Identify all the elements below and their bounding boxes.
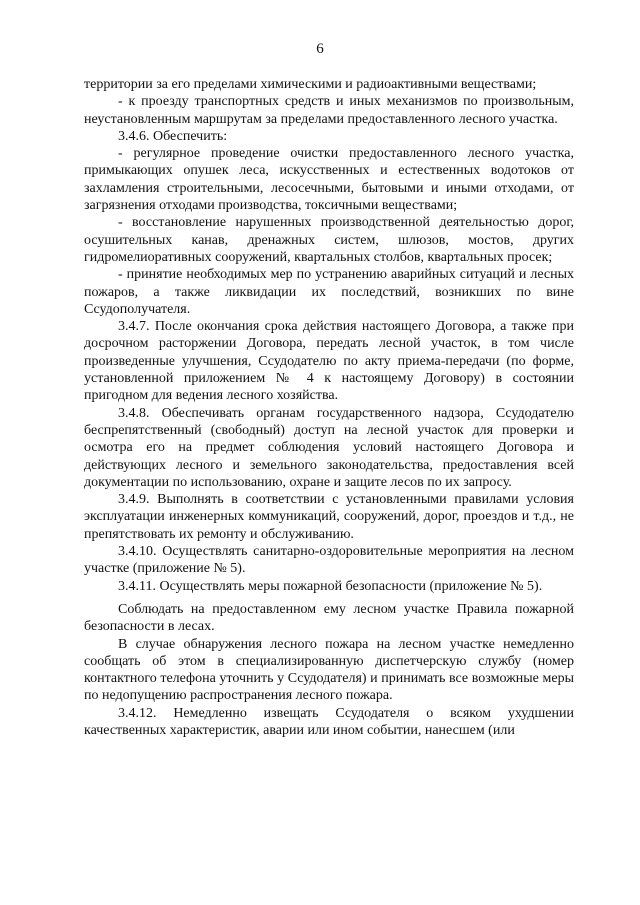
paragraph: 3.4.9. Выполнять в соответствии с установленными правилами условия эксплуатации инженерных коммуникаций, сооружений, дорог, проездов и т.д., не препятствовать их ремонту и обслуживанию.	[84, 492, 574, 542]
paragraph: - регулярное проведение очистки предоставленного лесного участка, примыкающих опушек леса, искусственных и естественных водотоков от захламления строительными, лесосечными, бытовыми и иными отходами, от загрязнения отходами производства, токсичными веществами;	[84, 146, 574, 214]
paragraph: территории за его пределами химическими и радиоактивными веществами;	[84, 77, 537, 92]
paragraph: Соблюдать на предоставленном ему лесном участке Правила пожарной безопасности в лесах.	[84, 601, 574, 635]
page-number: 6	[316, 41, 324, 57]
paragraph: 3.4.10. Осуществлять санитарно-оздоровительные мероприятия на лесном участке (приложение № 5).	[84, 544, 574, 577]
paragraph: 3.4.7. После окончания срока действия настоящего Договора, а также при досрочном расторжении Договора, передать лесной участок, в том числе произведенные улучшения, Ссудодателю по акту приема-передачи (по форме, установленной приложением № 4 к настоящему Договору) в состоянии пригодном для ведения лесного хозяйства.	[84, 319, 574, 404]
paragraph: 3.4.12. Немедленно извещать Ссудодателя о всяком ухудшении качественных характеристик, аварии или ином событии, нанесшем (или	[84, 705, 574, 738]
paragraph: 3.4.11. Осуществлять меры пожарной безопасности (приложение № 5).	[118, 578, 543, 594]
paragraph: 3.4.6. Обеспечить:	[118, 128, 228, 144]
paragraph: - к проезду транспортных средств и иных механизмов по произвольным, неустановленным маршрутам за пределами предоставленного лесного участка.	[84, 94, 574, 127]
paragraph: - восстановление нарушенных производственной деятельностью дорог, осушительных канав, дренажных систем, шлюзов, мостов, других гидромелиоративных сооружений, квартальных столбов, квартальных просек;	[84, 215, 574, 265]
document-body	[84, 76, 574, 739]
paragraph: В случае обнаружения лесного пожара на лесном участке немедленно сообщать об этом в специализированную диспетчерскую службу (номер контактного телефона уточнить у Ссудодателя) и принимать все возможные меры по недопущению распространения лесного пожара.	[84, 636, 574, 704]
paragraph: - принятие необходимых мер по устранению аварийных ситуаций и лесных пожаров, а также ликвидации их последствий, возникших по вине Ссудополучателя.	[84, 267, 574, 317]
paragraph: 3.4.8. Обеспечивать органам государственного надзора, Ссудодателю беспрепятственный (свободный) доступ на лесной участок для проверки и осмотра его на предмет соблюдения условий настоящего Договора и действующих лесного и земельного законодательства, предоставления всей документации по использованию, охране и защите лесов по их запросу.	[84, 405, 574, 490]
